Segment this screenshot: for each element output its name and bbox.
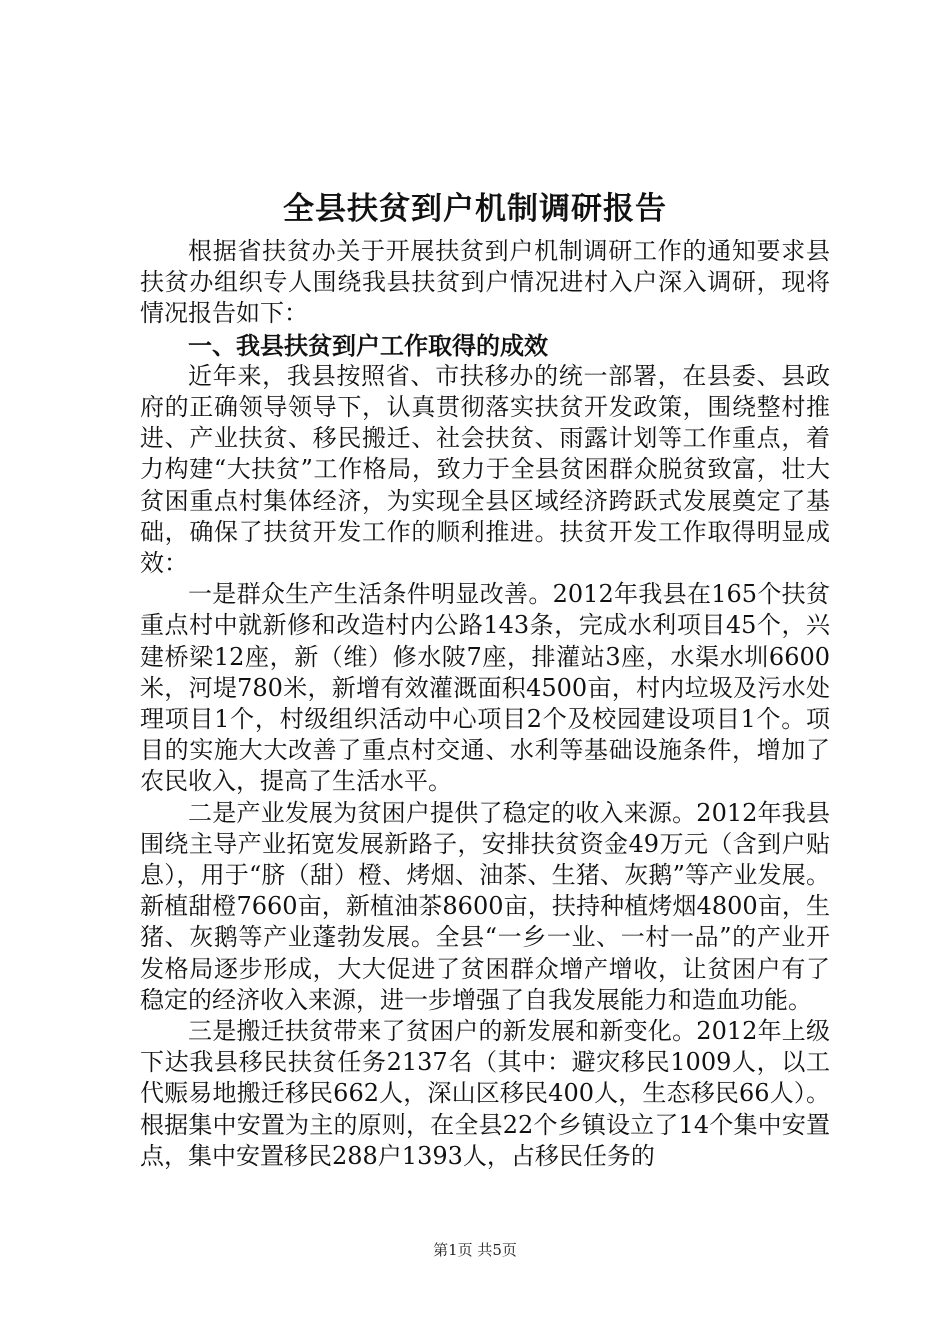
intro-paragraph: 根据省扶贫办关于开展扶贫到户机制调研工作的通知要求县扶贫办组织专人围绕我县扶贫到户情况进村入户深入调研，现将情况报告如下：	[140, 237, 830, 328]
document-title: 全县扶贫到户机制调研报告	[283, 191, 667, 227]
body-paragraph: 近年来，我县按照省、市扶移办的统一部署，在县委、县政府的正确领导领导下，认真贯彻落实扶贫开发政策，围绕整村推进、产业扶贫、移民搬迁、社会扶贫、雨露计划等工作重点，着力构建“大扶贫”工作格局，致力于全县贫困群众脱贫致富，壮大贫困重点村集体经济，为实现全县区域经济跨跃式发展奠定了基础，确保了扶贫开发工作的顺利推进。扶贫开发工作取得明显成效：	[140, 361, 830, 578]
document-body	[140, 236, 830, 1172]
body-paragraph: 一是群众生产生活条件明显改善。2012年我县在165个扶贫重点村中就新修和改造村内公路143条，完成水利项目45个，兴建桥梁12座，新（维）修水陂7座，排灌站3座，水渠水圳6600米，河堤780米，新增有效灌溉面积4500亩，村内垃圾及污水处理项目1个，村级组织活动中心项目2个及校园建设项目1个。项目的实施大大改善了重点村交通、水利等基础设施条件，增加了农民收入，提高了生活水平。	[140, 580, 830, 796]
body-paragraph: 三是搬迁扶贫带来了贫困户的新发展和新变化。2012年上级下达我县移民扶贫任务2137名（其中：避灾移民1009人，以工代赈易地搬迁移民662人，深山区移民400人，生态移民66人）。根据集中安置为主的原则，在全县22个乡镇设立了14个集中安置点，集中安置移民288户1393人，占移民任务的	[140, 1017, 830, 1170]
body-paragraph: 二是产业发展为贫困户提供了稳定的收入来源。2012年我县围绕主导产业拓宽发展新路子，安排扶贫资金49万元（含到户贴息），用于“脐（甜）橙、烤烟、油茶、生猪、灰鹅”等产业发展。新植甜橙7660亩，新植油茶8600亩，扶持种植烤烟4800亩，生猪、灰鹅等产业蓬勃发展。全县“一乡一业、一村一品”的产业开发格局逐步形成，大大促进了贫困群众增产增收，让贫困户有了稳定的经济收入来源，进一步增强了自我发展能力和造血功能。	[140, 798, 830, 1014]
page-footer: 第1页 共5页	[433, 1241, 517, 1259]
section-heading: 一、我县扶贫到户工作取得的成效	[188, 330, 548, 360]
